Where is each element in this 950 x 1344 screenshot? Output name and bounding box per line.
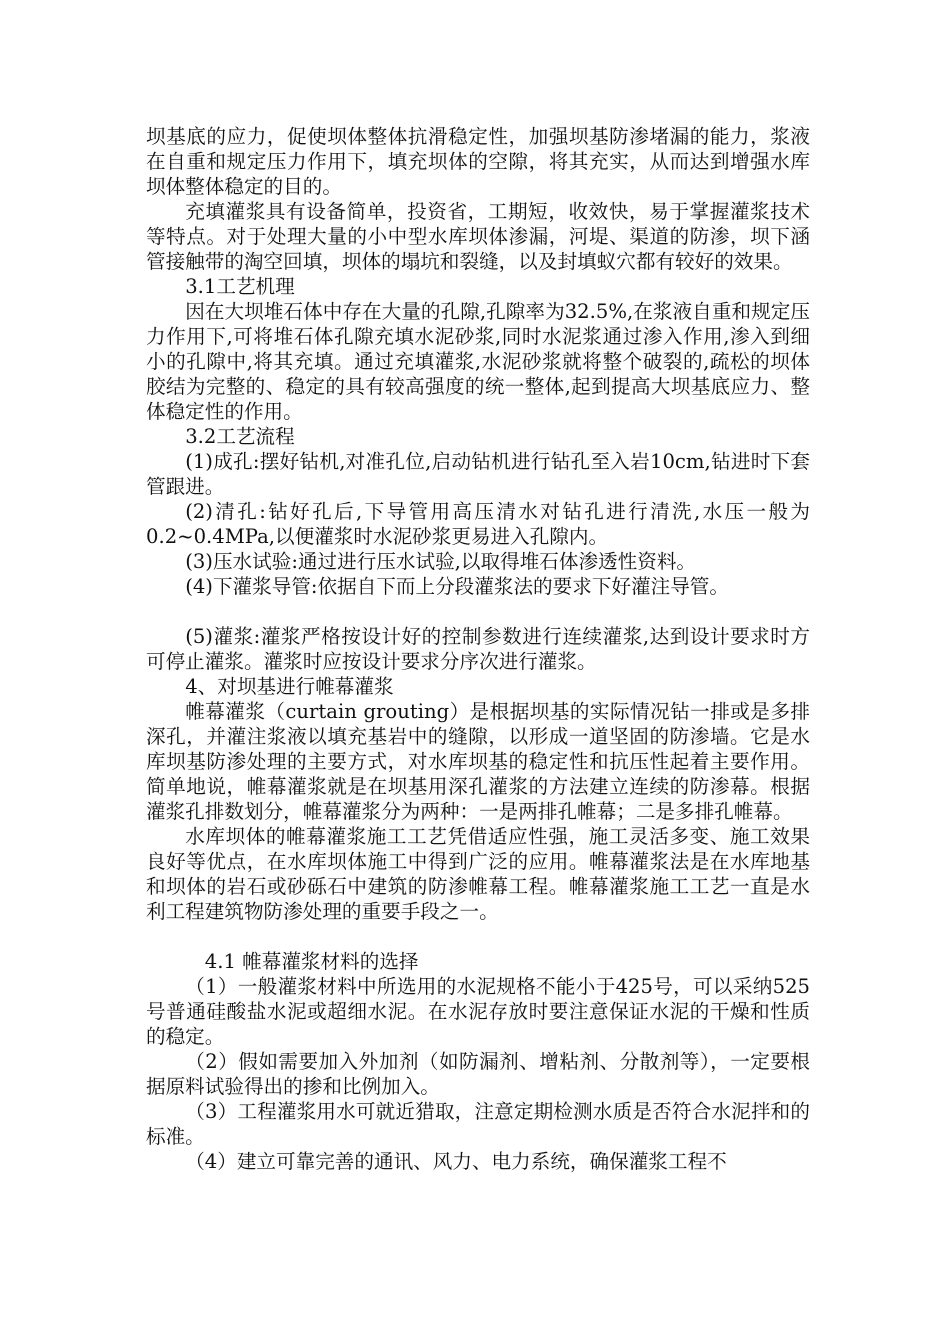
heading-4: 4、对坝基进行帷幕灌浆 bbox=[185, 675, 394, 698]
heading-4-1: 4.1 帷幕灌浆材料的选择 bbox=[204, 950, 419, 973]
paragraph-curtain-grouting-definition: 帷幕灌浆（curtain grouting）是根据坝基的实际情况钻一排或是多排深孔，并灌注浆液以填充基岩中的缝隙，以形成一道坚固的防渗墙。它是水库坝基防渗处理的主要方式，对水库坝基的稳定性和抗压性起着主要作用。简单地说，帷幕灌浆就是在坝基用深孔灌浆的方法建立连续的防渗幕。根据灌浆孔排数划分，帷幕灌浆分为两种：一是两排孔帷幕；二是多排孔帷幕。 bbox=[146, 700, 810, 823]
heading-3-1: 3.1工艺机理 bbox=[185, 275, 295, 298]
paragraph-process-mechanism: 因在大坝堆石体中存在大量的孔隙,孔隙率为32.5%,在浆液自重和规定压力作用下,可将堆石体孔隙充填水泥砂浆,同时水泥浆通过渗入作用,渗入到细小的孔隙中,将其充填。通过充填灌浆,水泥砂浆就将整个破裂的,疏松的坝体胶结为完整的、稳定的具有较高强度的统一整体,起到提高大坝基底应力、整体稳定性的作用。 bbox=[146, 300, 810, 423]
blank-line bbox=[146, 924, 810, 949]
step-1-drilling: (1)成孔:摆好钻机,对准孔位,启动钻机进行钻孔至入岩10cm,钻进时下套管跟进。 bbox=[146, 450, 810, 498]
material-item-1: （1）一般灌浆材料中所选用的水泥规格不能小于425号，可以采纳525号普通硅酸盐水泥或超细水泥。在水泥存放时要注意保证水泥的干燥和性质的稳定。 bbox=[146, 975, 810, 1048]
material-item-2: （2）假如需要加入外加剂（如防漏剂、增粘剂、分散剂等），一定要根据原料试验得出的掺和比例加入。 bbox=[146, 1050, 810, 1098]
step-4-conduit: (4)下灌浆导管:依据自下而上分段灌浆法的要求下好灌注导管。 bbox=[185, 575, 729, 598]
step-3-water-test: (3)压水试验:通过进行压水试验,以取得堆石体渗透性资料。 bbox=[185, 550, 697, 573]
paragraph-filling-grouting-features: 充填灌浆具有设备简单，投资省，工期短，收效快，易于掌握灌浆技术等特点。对于处理大量的小中型水库坝体渗漏，河堤、渠道的防渗，坝下涵管接触带的淘空回填，坝体的塌坑和裂缝，以及封填蚁穴都有较好的效果。 bbox=[146, 200, 810, 273]
paragraph-dam-stress: 坝基底的应力，促使坝体整体抗滑稳定性，加强坝基防渗堵漏的能力，浆液在自重和规定压力作用下，填充坝体的空隙，将其充实，从而达到增强水库坝体整体稳定的目的。 bbox=[146, 125, 810, 198]
material-item-3: （3）工程灌浆用水可就近猎取，注意定期检测水质是否符合水泥拌和的标准。 bbox=[146, 1100, 810, 1148]
step-5-grouting: (5)灌浆:灌浆严格按设计好的控制参数进行连续灌浆,达到设计要求时方可停止灌浆。灌浆时应按设计要求分序次进行灌浆。 bbox=[146, 625, 810, 673]
document-page bbox=[146, 124, 810, 1174]
material-item-4: （4）建立可靠完善的通讯、风力、电力系统，确保灌浆工程不 bbox=[185, 1150, 727, 1173]
heading-3-2: 3.2工艺流程 bbox=[185, 425, 295, 448]
blank-line bbox=[146, 599, 810, 624]
paragraph-curtain-grouting-application: 水库坝体的帷幕灌浆施工工艺凭借适应性强，施工灵活多变、施工效果良好等优点，在水库坝体施工中得到广泛的应用。帷幕灌浆法是在水库地基和坝体的岩石或砂砾石中建筑的防渗帷幕工程。帷幕灌浆施工工艺一直是水利工程建筑物防渗处理的重要手段之一。 bbox=[146, 825, 810, 923]
step-2-cleaning: (2)清孔:钻好孔后,下导管用高压清水对钻孔进行清洗,水压一般为0.2~0.4MPa,以便灌浆时水泥砂浆更易进入孔隙内。 bbox=[146, 500, 810, 548]
